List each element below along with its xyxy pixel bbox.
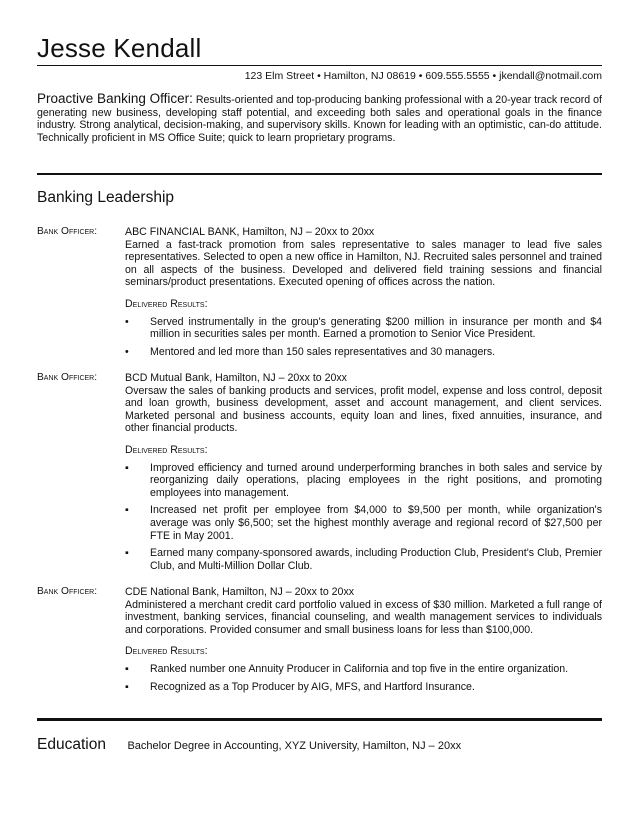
candidate-name: Jesse Kendall <box>37 33 202 63</box>
education-section-title: Education <box>37 736 106 753</box>
delivered-results-label: Delivered Results: <box>125 645 208 658</box>
list-item: ▪ Improved efficiency and turned around underperforming branches in both sales and service by reorganizing daily operations, placing employees in the right positions, and promoting employees into management. <box>125 461 602 499</box>
job-entry <box>37 586 602 698</box>
job-label: Bank Officer: <box>37 226 98 237</box>
education-section <box>37 736 602 754</box>
bullet-icon: • <box>125 345 129 358</box>
list-item: • Served instrumentally in the group's generating $200 million in insurance per month and $4 million in securities sales per month. Earned a promotion to Senior Vice President. <box>125 315 602 341</box>
delivered-results-label: Delivered Results: <box>125 297 208 310</box>
bullet-icon: ▪ <box>125 461 129 474</box>
job-heading: ABC FINANCIAL BANK, Hamilton, NJ – 20xx to 20xx <box>125 226 375 238</box>
bullet-icon: ▪ <box>125 662 129 675</box>
experience-section-title: Banking Leadership <box>37 189 175 206</box>
list-item: ▪ Recognized as a Top Producer by AIG, MFS, and Hartford Insurance. <box>125 680 475 693</box>
results-list <box>125 462 602 573</box>
results-list <box>125 663 602 693</box>
delivered-results-label: Delivered Results: <box>125 443 208 456</box>
job-description: Earned a fast-track promotion from sales representative to sales manager to lead five sales representatives. Selected to open a new office in Hamilton, NJ. Recruited sales personnel and trained on all aspects of the business. Developed and delivered field training sessions and financial seminars/product presentations. Executed opening of offices across the nation. <box>125 238 602 289</box>
bullet-icon: ▪ <box>125 547 129 560</box>
job-description: Oversaw the sales of banking products and services, profit model, expense and loss control, deposit and loan growth, business development, asset and account management, and client services. Marketed personal and business accounts, equity loan and lines, fixed annuities, insurance, and other financial products. <box>125 384 602 435</box>
bullet-icon: ▪ <box>125 504 129 517</box>
bullet-icon: ▪ <box>125 680 129 693</box>
education-entry: Bachelor Degree in Accounting, XYZ University, Hamilton, NJ – 20xx <box>127 740 462 752</box>
job-entry <box>37 226 602 363</box>
list-item: ▪ Ranked number one Annuity Producer in California and top five in the entire organization. <box>125 662 569 675</box>
header-rule <box>37 65 602 66</box>
job-label: Bank Officer: <box>37 372 98 383</box>
list-item: ▪ Increased net profit per employee from $4,000 to $9,500 per month, while organization's average was only $6,500; set the highest monthly average and regional record of $27,500 per FTE in May 2001. <box>125 504 602 542</box>
job-entry <box>37 372 602 577</box>
job-heading: BCD Mutual Bank, Hamilton, NJ – 20xx to 20xx <box>125 372 347 384</box>
bullet-icon: • <box>125 315 129 328</box>
professional-summary <box>37 93 602 144</box>
summary-text: Results-oriented and top-producing banking professional with a 20-year track record of generating new business, developing staff potential, and exceeding both sales and operational goals in the finance industry. Strong analytical, decision-making, and supervisory skills. Known for leading with an optimistic, can-do attitude. Technically proficient in MS Office Suite; quick to learn proprietary programs. <box>37 94 602 144</box>
job-heading: CDE National Bank, Hamilton, NJ – 20xx to 20xx <box>125 586 355 598</box>
list-item: • Mentored and led more than 150 sales representatives and 30 managers. <box>125 345 496 358</box>
summary-lead: Proactive Banking Officer: <box>37 91 193 106</box>
list-item: ▪ Earned many company-sponsored awards, including Production Club, President's Club, Premier Club, and Multi-Million Dollar Club. <box>125 547 602 572</box>
summary-rule <box>37 173 602 175</box>
results-list <box>125 316 602 359</box>
job-label: Bank Officer: <box>37 586 98 597</box>
education-rule <box>37 718 602 721</box>
job-description: Administered a merchant credit card portfolio valued in excess of $30 million. Marketed a full range of investment, banking services, financial counseling, and wealth management services to individuals and corporations. Provided consumer and small business loans for less than $100,000. <box>125 598 602 636</box>
contact-line: 123 Elm Street • Hamilton, NJ 08619 • 609.555.5555 • jkendall@notmail.com <box>244 70 602 82</box>
